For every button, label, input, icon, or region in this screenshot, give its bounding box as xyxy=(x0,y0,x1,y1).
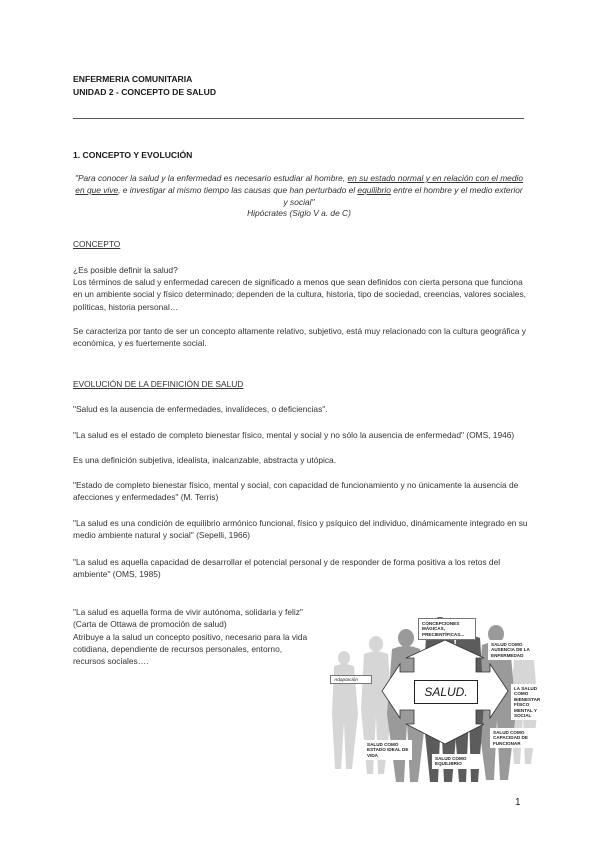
concepto-paragraph-2: Se caracteriza por tanto de ser un concepto altamente relativo, subjetivo, está muy relacionado con la cultura geográfica y económica, y es fuertemente social. xyxy=(73,326,526,349)
salud-concept-diagram xyxy=(328,604,550,786)
definition-6-comment: Atribuye a la salud un concepto positivo, necesario para la vida cotidiana, dependiente de recursos personales, entorno, recursos sociales…. xyxy=(73,631,308,667)
label-bienestar: LA SALUD COMO BIENESTAR FÍSICO MENTAL Y SOCIAL xyxy=(511,684,551,720)
header-divider xyxy=(73,118,524,119)
concepto-heading: CONCEPTO xyxy=(73,239,121,249)
label-capacidad-funcionar: SALUD COMO CAPACIDAD DE FUNCIONAR xyxy=(490,728,538,748)
section-title: 1. CONCEPTO Y EVOLUCIÓN xyxy=(73,150,193,160)
label-estado-ideal: SALUD COMO ESTADO IDEAL DE VIDA xyxy=(364,740,412,760)
concepto-paragraph-1: Los términos de salud y enfermedad carecen de significado a menos que sean definidos con cierta persona que funciona en un ambiente social y físico determinado; dependen de la cultura, historia, tipo de sociedad, creencias, valores sociales, políticas, historia personal… xyxy=(73,277,526,312)
label-adaptacion: Adaptación xyxy=(330,675,372,684)
label-concepciones: CONCEPCIONES MÁGICAS, PRECIENTÍFICAS... xyxy=(418,618,476,640)
quote-text-3: entre el hombre y el medio exterior y social" xyxy=(283,184,523,207)
quote-underlined-2: equilibrio xyxy=(357,184,391,195)
definition-6: "La salud es aquella forma de vivir autónoma, solidaria y feliz" (Carta de Ottawa de promoción de salud) xyxy=(73,607,303,630)
quote-text-2: , e investigar al mismo tiempo las causas que han perturbado el xyxy=(118,184,358,195)
definition-4: "La salud es una condición de equilibrio armónico funcional, físico y psíquico del individuo, dinámicamente integrado en su medio ambiente natural y social" (Sepelli, 1966) xyxy=(73,518,528,541)
quote-underlined-1: en su estado normal y en relación con el medio en que vive xyxy=(75,173,524,195)
unit-title: UNIDAD 2 - CONCEPTO DE SALUD xyxy=(73,86,217,97)
hippocrates-quote xyxy=(73,173,525,220)
definition-5: "La salud es aquella capacidad de desarrollar el potencial personal y de responder de forma positiva a los retos del ambiente" (OMS, 1985) xyxy=(73,557,501,580)
definition-1: "Salud es la ausencia de enfermedades, invalideces, o deficiencias". xyxy=(73,404,328,414)
definition-2-comment: Es una definición subjetiva, idealista, inalcanzable, abstracta y utópica. xyxy=(73,455,337,465)
page-number: 1 xyxy=(515,797,521,808)
salud-center-label: SALUD. xyxy=(414,680,478,704)
document-header xyxy=(73,73,216,98)
concepto-question: ¿Es posible definir la salud? xyxy=(73,265,178,275)
definition-3: "Estado de completo bienestar físico, mental y social, con capacidad de funcionamiento y no únicamente la ausencia de afecciones y enfermedades" (M. Terris) xyxy=(73,480,519,503)
quote-text-1: "Para conocer la salud y la enfermedad es necesario estudiar al hombre, xyxy=(74,173,348,183)
label-equilibrio: SALUD COMO EQUILIBRIO xyxy=(432,754,480,769)
quote-author: Hipócrates (Siglo V a. de C) xyxy=(247,208,351,219)
definition-2: "La salud es el estado de completo bienestar físico, mental y social y no sólo la ausencia de enfermedad" (OMS, 1946) xyxy=(73,430,515,440)
course-title: ENFERMERIA COMUNITARIA xyxy=(73,74,193,84)
definition-6-block xyxy=(73,606,313,667)
evolucion-heading: EVOLUCIÓN DE LA DEFINICIÓN DE SALUD xyxy=(73,379,244,389)
label-ausencia-enfermedad: SALUD COMO AUSENCIA DE LA ENFERMEDAD xyxy=(488,640,538,660)
